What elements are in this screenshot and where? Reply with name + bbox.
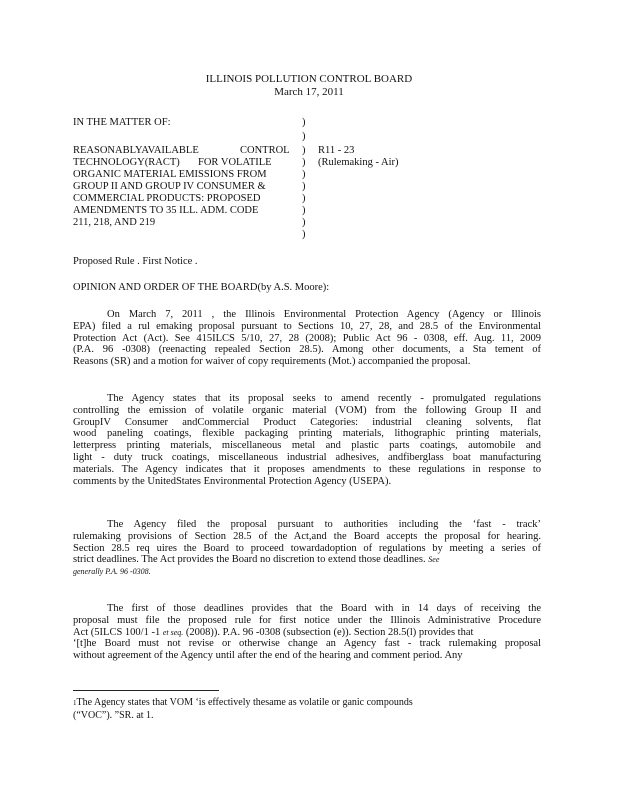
paragraph-line: light - duty truck coatings, miscellaneous industrial adhesives, andfiberglass boat manufacturing	[73, 451, 541, 463]
caption-paren: )	[302, 205, 306, 216]
caption-line-6: AMENDMENTS TO 35 ILL. ADM. CODE	[73, 205, 259, 216]
footnote-divider	[73, 690, 219, 691]
paragraph-line	[73, 554, 541, 566]
caption-line-1: REASONABLYAVAILABLE	[73, 145, 199, 156]
paragraph-line: rulemaking provisions of Section 28.5 of the Act,and the Board accepts the proposal for hearing.	[73, 530, 541, 542]
docket-type: (Rulemaking - Air)	[318, 157, 399, 168]
paragraph-line-text: Act (5ILCS 100/1 -1	[73, 626, 161, 638]
paragraph-line-text: generally P.A. 96 -0308.	[73, 567, 151, 577]
caption-line-4: GROUP II AND GROUP IV CONSUMER &	[73, 181, 266, 192]
paragraph-line: GroupIV Consumer andCommercial Product Categories: industrial cleaning solvents, flat	[73, 416, 541, 428]
caption-line-2: TECHNOLOGY(RACT)	[73, 157, 180, 168]
et-seq-italic: et seq.	[162, 627, 184, 637]
paragraph-line: proposal must file the proposed rule for first notice under the Illinois Administrative Procedure	[73, 614, 541, 626]
paragraph-2	[73, 393, 541, 487]
paragraph-line-text: Protection Act (Act). See 415ILCS 5/10, 27, 28 (2008); Public Act 96 - 0308, eff. Aug. 11, 2009	[73, 332, 541, 344]
caption-paren: )	[302, 181, 306, 192]
footnote-1-line-2: (“VOC”). ”SR. at 1.	[73, 710, 154, 721]
paragraph-line-text: (2008)). P.A. 96 -0308 (subsection (e)). Section 28.5(l) provides that	[185, 626, 474, 638]
paragraph-line: controlling the emission of volatile organic material (VOM) from the following Group II and	[73, 404, 541, 416]
paragraph-line	[73, 333, 541, 345]
paragraph-line: The Agency states that its proposal seeks to amend recently - promulgated regulations	[107, 393, 541, 404]
board-heading: ILLINOIS POLLUTION CONTROL BOARD	[205, 73, 413, 85]
docket-number: R11 - 23	[318, 145, 355, 156]
paragraph-line: The Agency filed the proposal pursuant to authorities including the ‘fast - track’	[107, 519, 541, 530]
paragraph-line: On March 7, 2011 , the Illinois Environmental Protection Agency (Agency or Illinois	[107, 309, 541, 320]
caption-line-2-right: FOR VOLATILE	[198, 157, 272, 168]
caption-paren: )	[302, 217, 306, 228]
footnote-text: The Agency states that VOM ‘is effectively thesame as volatile or ganic compounds	[76, 697, 413, 708]
caption-line-1-right: CONTROL	[240, 145, 290, 156]
paragraph-line	[73, 566, 541, 578]
paragraph-line-text: strict deadlines. The Act provides the Board no discretion to extend those deadlines.	[73, 554, 426, 566]
paragraph-line: Reasons (SR) and a motion for waiver of copy requirements (Mot.) accompanied the proposal.	[73, 356, 471, 368]
caption-paren: )	[302, 229, 306, 240]
caption-line-3: ORGANIC MATERIAL EMISSIONS FROM	[73, 169, 267, 180]
first-notice-line: Proposed Rule . First Notice .	[73, 256, 198, 267]
paragraph-line: letterpress printing materials, miscellaneous metal and plastic parts coatings, automobile and	[73, 440, 541, 452]
in-the-matter-of: IN THE MATTER OF:	[73, 117, 171, 128]
caption-paren: )	[302, 131, 306, 142]
paragraph-line: (P.A. 96 -0308) (reenacting repealed Section 28.5). Among other documents, a Sta tement of	[73, 344, 541, 356]
caption-line-5: COMMERCIAL PRODUCTS: PROPOSED	[73, 193, 261, 204]
caption-paren: )	[302, 169, 306, 180]
paragraph-line: wood paneling coatings, flexible packaging printing materials, lithographic printing materials,	[73, 428, 541, 440]
paragraph-line	[73, 627, 541, 639]
paragraph-line: The first of those deadlines provides that the Board with in 14 days of receiving the	[107, 603, 541, 614]
caption-paren: )	[302, 157, 306, 168]
paragraph-line: comments by the UnitedStates Environmental Protection Agency (USEPA).	[73, 475, 392, 487]
paragraph-line: without agreement of the Agency until after the end of the hearing and comment period. Any	[73, 650, 463, 662]
paragraph-line: Section 28.5 req uires the Board to proceed towardadoption of regulations by meeting a series of	[73, 542, 541, 554]
paragraph-line: materials. The Agency indicates that it proposes amendments to these regulations in response to	[73, 463, 541, 475]
footnote-marker: 1	[73, 699, 77, 707]
paragraph-4	[73, 603, 541, 662]
caption-line-7: 211, 218, AND 219	[73, 217, 156, 228]
paragraph-3	[73, 519, 541, 578]
caption-paren: )	[302, 145, 306, 156]
caption-paren: )	[302, 117, 306, 128]
paragraph-1	[73, 309, 541, 368]
see-signal: See	[428, 555, 440, 565]
opinion-heading: OPINION AND ORDER OF THE BOARD(by A.S. Moore):	[73, 282, 330, 293]
paragraph-line: EPA) filed a rul emaking proposal pursuant to Sections 10, 27, 28, and 28.5 of the Environmental	[73, 320, 541, 332]
caption-paren: )	[302, 193, 306, 204]
paragraph-line: ‘[t]he Board must not revise or otherwise change an Agency fast - track rulemaking proposal	[73, 638, 541, 650]
document-date: March 17, 2011	[274, 86, 344, 98]
footnote-1	[73, 697, 413, 709]
